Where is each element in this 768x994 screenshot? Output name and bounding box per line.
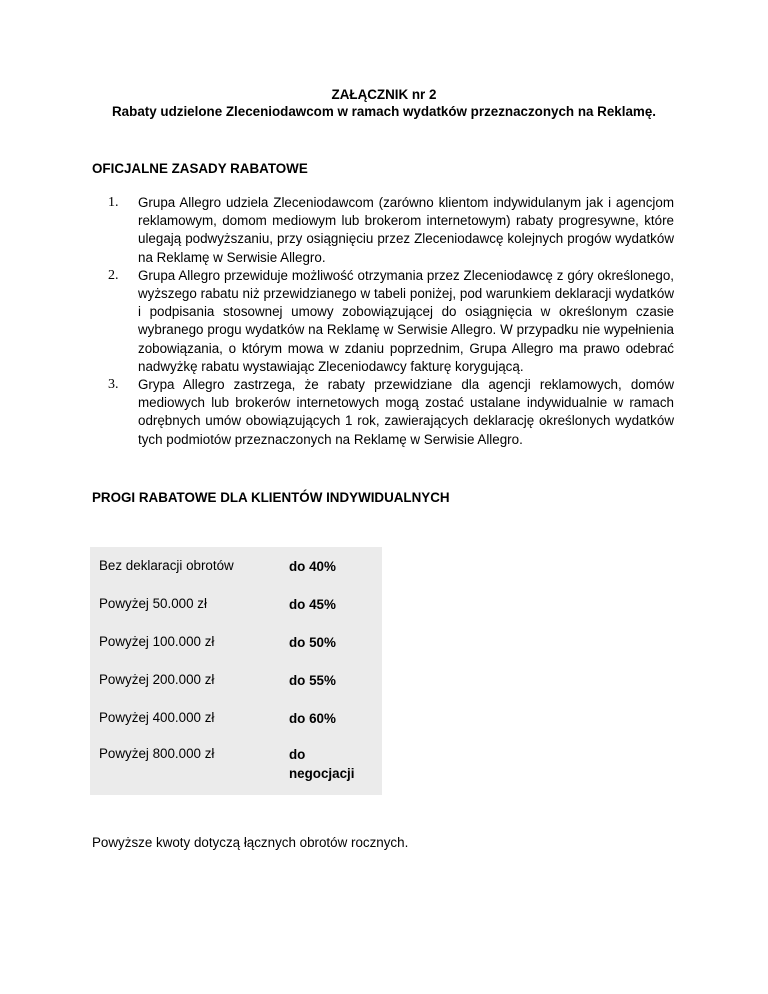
rule-number: 2. [108, 267, 119, 283]
rule-text: Grypa Allegro zastrzega, że rabaty przewidziane dla agencji reklamowych, domów mediowych lub brokerów internetowych mogą zostać ustalane indywidualnie w ramach odrębnych umów obowiązujących 1 rok, zawierających deklarację określonych wydatków tych podmiotów przeznaczonych na Reklamę w Serwisie Allegro. [138, 377, 674, 447]
rule-item-2 [108, 267, 674, 376]
rule-number: 1. [108, 195, 119, 210]
footnote: Powyższe kwoty dotyczą łącznych obrotów rocznych. [92, 835, 409, 850]
rule-number: 3. [108, 377, 119, 393]
discount-cell: do 50% [289, 635, 336, 650]
threshold-cell: Bez deklaracji obrotów [99, 558, 234, 573]
discount-cell: do 40% [289, 559, 336, 574]
rules-list [108, 194, 674, 449]
thresholds-heading: PROGI RABATOWE DLA KLIENTÓW INDYWIDUALNYCH [92, 490, 450, 505]
threshold-cell: Powyżej 100.000 zł [99, 634, 215, 649]
threshold-cell: Powyżej 400.000 zł [99, 710, 215, 725]
discount-cell [289, 745, 379, 783]
discount-line: negocjacji [289, 766, 355, 781]
rule-text: Grupa Allegro udziela Zleceniodawcom (zarówno klientom indywidulanym jak i agencjom reklamowym, domom mediowym lub brokerom internetowym) rabaty progresywne, które ulegają podwyższaniu, przy osiągnięciu przez Zleceniodawcę kolejnych progów wydatków na Reklamę w Serwisie Allegro. [138, 195, 674, 265]
discount-cell: do 60% [289, 711, 336, 726]
discount-table [90, 547, 382, 795]
threshold-cell: Powyżej 800.000 zł [99, 746, 215, 761]
rules-heading: OFICJALNE ZASADY RABATOWE [92, 161, 308, 176]
document-title [0, 86, 768, 120]
threshold-cell: Powyżej 50.000 zł [99, 596, 207, 611]
rule-item-1 [108, 194, 674, 267]
title-line-1: ZAŁĄCZNIK nr 2 [331, 87, 437, 102]
discount-line: do [289, 747, 306, 762]
rule-item-3 [108, 376, 674, 449]
threshold-cell: Powyżej 200.000 zł [99, 672, 215, 687]
discount-cell: do 55% [289, 673, 336, 688]
title-line-2: Rabaty udzielone Zleceniodawcom w ramach wydatków przeznaczonych na Reklamę. [112, 104, 656, 119]
rule-text: Grupa Allegro przewiduje możliwość otrzymania przez Zleceniodawcę z góry określonego, wyższego rabatu niż przewidzianego w tabeli poniżej, pod warunkiem deklaracji wydatków i podpisania stosownej umowy zobowiązującej do osiągnięcia w określonym czasie wybranego progu wydatków na Reklamę w Serwisie Allegro. W przypadku nie wypełnienia zobowiązania, o którym mowa w zdaniu poprzednim, Grupa Allegro ma prawo odebrać nadwyżkę rabatu wystawiając Zleceniodawcy fakturę korygującą. [138, 267, 674, 374]
discount-cell: do 45% [289, 597, 336, 612]
